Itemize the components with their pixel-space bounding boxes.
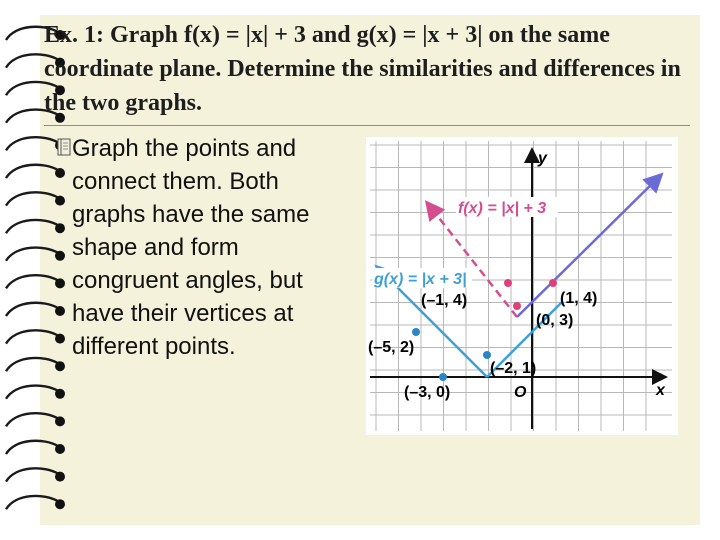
binding-ring	[6, 192, 58, 205]
f-function-label: f(x) = |x| + 3	[458, 200, 547, 217]
binding-hole	[55, 306, 65, 316]
binding-ring	[6, 358, 58, 371]
label-neg1-4: (–1, 4)	[421, 292, 468, 309]
binding-ring	[6, 165, 58, 178]
binding-ring	[6, 330, 58, 343]
binding-hole	[55, 168, 65, 178]
binding-hole	[55, 334, 65, 344]
binding-ring	[6, 220, 58, 233]
binding-hole	[55, 196, 65, 206]
g-function-label: g(x) = |x + 3|	[374, 271, 467, 288]
origin-label: O	[514, 384, 527, 401]
binding-hole	[55, 223, 65, 233]
point-neg2-1	[483, 351, 491, 359]
x-axis-label: x	[656, 382, 665, 399]
binding-ring	[6, 386, 58, 399]
slide-title: Ex. 1: Graph f(x) = |x| + 3 and g(x) = |x + 3| on the same coordinate plane. Determine the similarities and differences in the two graphs.	[44, 22, 681, 116]
y-axis-label: y	[538, 150, 547, 167]
binding-ring	[6, 496, 58, 509]
binding-hole	[55, 472, 65, 482]
binding-hole	[55, 416, 65, 426]
binding-hole	[55, 389, 65, 399]
point-0-3	[513, 302, 521, 310]
binding-ring	[6, 248, 58, 261]
binding-hole	[55, 499, 65, 509]
binding-ring	[6, 441, 58, 454]
title-divider	[44, 125, 690, 126]
point-neg5-2	[412, 328, 420, 336]
point-1-4	[549, 279, 557, 287]
label-neg3-0: (–3, 0)	[404, 384, 451, 401]
point-neg3-0	[439, 373, 447, 381]
binding-hole	[55, 444, 65, 454]
binding-ring	[6, 137, 58, 150]
binding-ring	[6, 468, 58, 481]
graph-figure	[366, 137, 678, 435]
point-neg1-4	[504, 279, 512, 287]
label-neg2-1: (–2, 1)	[490, 360, 537, 377]
bullet-text: Graph the points and connect them. Both graphs have the same shape and form congruent angles, but have their vertices at different points.	[72, 135, 310, 360]
label-0-3: (0, 3)	[536, 312, 574, 329]
label-neg5-2: (–5, 2)	[368, 339, 415, 356]
binding-ring	[6, 303, 58, 316]
coordinate-plane	[366, 137, 678, 435]
binding-hole	[55, 278, 65, 288]
binding-hole	[55, 251, 65, 261]
binding-ring	[6, 275, 58, 288]
label-1-4: (1, 4)	[560, 290, 598, 307]
notebook-bullet-icon	[56, 138, 72, 156]
binding-ring	[6, 413, 58, 426]
binding-hole	[55, 361, 65, 371]
